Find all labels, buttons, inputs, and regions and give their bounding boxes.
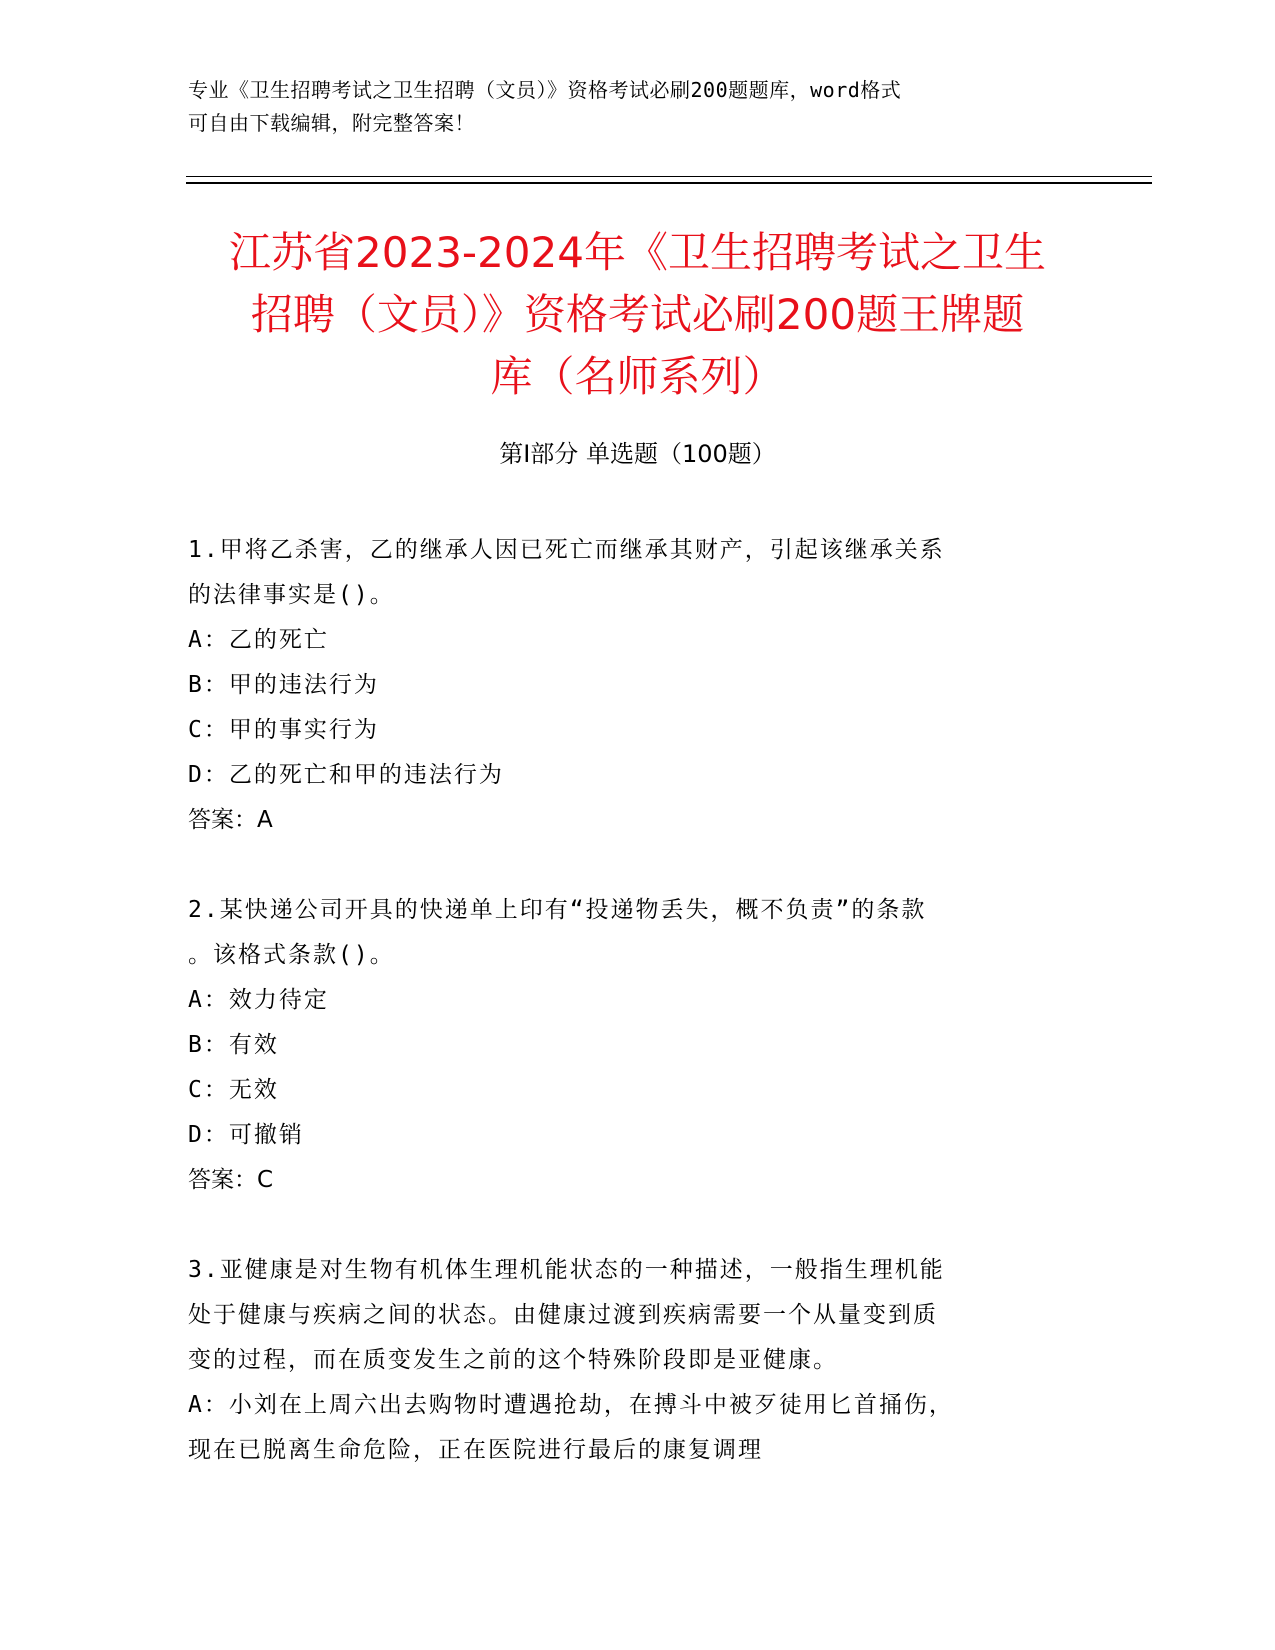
title-line: 招聘（文员）》资格考试必刷200题王牌题: [250, 290, 1025, 339]
question-1: [188, 528, 1068, 843]
header-divider-thick: [186, 182, 1152, 184]
question-3: [188, 1248, 1068, 1473]
question-list: [188, 528, 1068, 1518]
header-note-line: 可自由下载编辑，附完整答案！: [188, 111, 475, 135]
title-line: 江苏省2023-2024年《卫生招聘考试之卫生: [229, 228, 1046, 277]
answer-key: 答案：C: [188, 1167, 274, 1193]
option-d: D：可撤销: [188, 1122, 304, 1148]
option-a: A：效力待定: [188, 987, 329, 1013]
title-line: 库（名师系列）: [490, 352, 785, 401]
header-divider-thin: [186, 176, 1152, 177]
question-stem: 2.某快递公司开具的快递单上印有“投递物丢失，概不负责”的条款: [188, 897, 927, 923]
option-c: C：无效: [188, 1077, 279, 1103]
option-c: C：甲的事实行为: [188, 717, 379, 743]
option-b: B：有效: [188, 1032, 279, 1058]
question-stem: 3.亚健康是对生物有机体生理机能状态的一种描述，一般指生理机能: [188, 1257, 945, 1283]
question-stem: 。该格式条款()。: [188, 942, 395, 968]
option-b: B：甲的违法行为: [188, 672, 379, 698]
question-stem: 变的过程，而在质变发生之前的这个特殊阶段即是亚健康。: [188, 1347, 838, 1373]
question-stem: 处于健康与疾病之间的状态。由健康过渡到疾病需要一个从量变到质: [188, 1302, 938, 1328]
section-heading: 第Ⅰ部分 单选题（100题）: [499, 440, 776, 468]
header-note-line: 专业《卫生招聘考试之卫生招聘（文员）》资格考试必刷200题题库，word格式: [188, 78, 902, 102]
option-a: A：小刘在上周六出去购物时遭遇抢劫，在搏斗中被歹徒用匕首捅伤，: [188, 1392, 954, 1418]
option-a-continued: 现在已脱离生命危险，正在医院进行最后的康复调理: [188, 1437, 763, 1463]
option-d: D：乙的死亡和甲的违法行为: [188, 762, 504, 788]
option-a: A：乙的死亡: [188, 627, 329, 653]
answer-key: 答案：A: [188, 807, 273, 833]
question-stem: 的法律事实是()。: [188, 582, 395, 608]
document-title: [150, 222, 1125, 408]
question-2: [188, 888, 1068, 1203]
question-stem: 1.甲将乙杀害，乙的继承人因已死亡而继承其财产，引起该继承关系: [188, 537, 945, 563]
header-note: [188, 74, 1068, 140]
